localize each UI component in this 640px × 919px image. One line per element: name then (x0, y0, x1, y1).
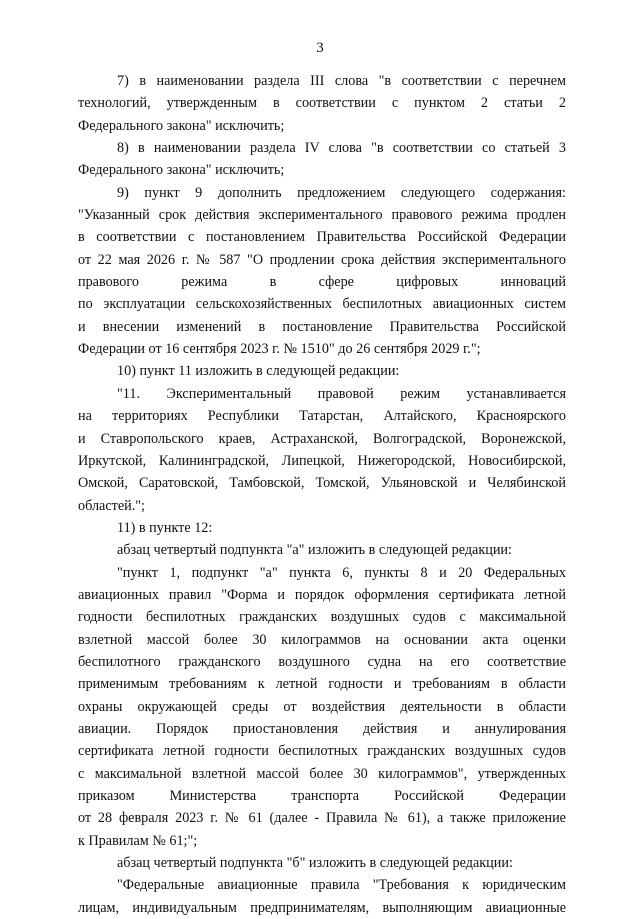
text-line: 8) в наименовании раздела IV слова "в соответствии со статьей 3 (117, 140, 566, 157)
text-line: "Федеральные авиационные правила "Требования к юридическим (117, 877, 566, 894)
text-line: абзац четвертый подпункта "а" изложить в следующей редакции: (117, 542, 512, 559)
text-line: авиационных правил "Форма и порядок оформления сертификата летной (78, 586, 566, 603)
text-line: абзац четвертый подпункта "б" изложить в следующей редакции: (117, 855, 513, 872)
text-line: "11. Экспериментальный правовой режим устанавливается (117, 385, 566, 402)
document-body (78, 70, 566, 919)
text-line: 9) пункт 9 дополнить предложением следующего содержания: (117, 184, 566, 201)
text-line: технологий, утвержденным в соответствии с пунктом 2 статьи 2 (78, 95, 566, 112)
text-line: приказом Министерства транспорта Российской Федерации (78, 788, 566, 804)
text-line: правового режима в сфере цифровых инноваций (78, 274, 566, 291)
text-line: Федерального закона" исключить; (78, 162, 285, 179)
text-line: годности беспилотных гражданских воздушных судов с максимальной (78, 609, 566, 626)
text-line: Омской, Саратовской, Тамбовской, Томской, Ульяновской и Челябинской (78, 475, 566, 492)
text-line: Федерации от 16 сентября 2023 г. № 1510" до 26 сентября 2029 г."; (78, 341, 481, 358)
text-line: от 28 февраля 2023 г. № 61 (далее - Правила № 61), а также приложение (78, 810, 566, 827)
text-line: 11) в пункте 12: (117, 519, 213, 536)
text-line: охраны окружающей среды от воздействия деятельности в области (78, 698, 566, 715)
text-line: 7) в наименовании раздела III слова "в соответствии с перечнем (117, 73, 566, 89)
text-line: Федерального закона" исключить; (78, 117, 285, 134)
text-line: Иркутской, Калининградской, Липецкой, Нижегородской, Новосибирской, (78, 452, 566, 469)
text-line: и внесении изменений в постановление Правительства Российской (78, 318, 566, 335)
text-line: "Указанный срок действия экспериментального правового режима продлен (78, 207, 566, 224)
text-line: с максимальной взлетной массой более 30 килограммов", утвержденных (78, 765, 566, 782)
text-line: на территориях Республики Татарстан, Алтайского, Красноярского (78, 408, 566, 425)
text-line: 10) пункт 11 изложить в следующей редакции: (117, 363, 400, 380)
text-line: "пункт 1, подпункт "а" пункта 6, пункты 8 и 20 Федеральных (117, 564, 566, 581)
text-line: взлетной массой более 30 килограммов на основании акта оценки (78, 631, 566, 648)
text-line: областей."; (78, 497, 146, 514)
text-line: лицам, индивидуальным предпринимателям, выполняющим авиационные (78, 899, 566, 916)
page-number: 3 (316, 40, 324, 56)
text-line: по эксплуатации сельскохозяйственных беспилотных авиационных систем (78, 296, 566, 313)
text-line: от 22 мая 2026 г. № 587 "О продлении срока действия экспериментального (78, 251, 566, 268)
text-line: применимым требованиям к летной годности и требованиям в области (78, 676, 566, 693)
text-line: беспилотного гражданского воздушного судна на его соответствие (78, 653, 566, 670)
text-line: в соответствии с постановлением Правительства Российской Федерации (78, 229, 566, 246)
text-line: сертификата летной годности беспилотных гражданских воздушных судов (78, 743, 566, 760)
text-line: и Ставропольского краев, Астраханской, Волгоградской, Воронежской, (78, 430, 566, 447)
text-line: авиации. Порядок приостановления действия и аннулирования (78, 720, 566, 737)
text-line: к Правилам № 61;"; (78, 832, 198, 849)
